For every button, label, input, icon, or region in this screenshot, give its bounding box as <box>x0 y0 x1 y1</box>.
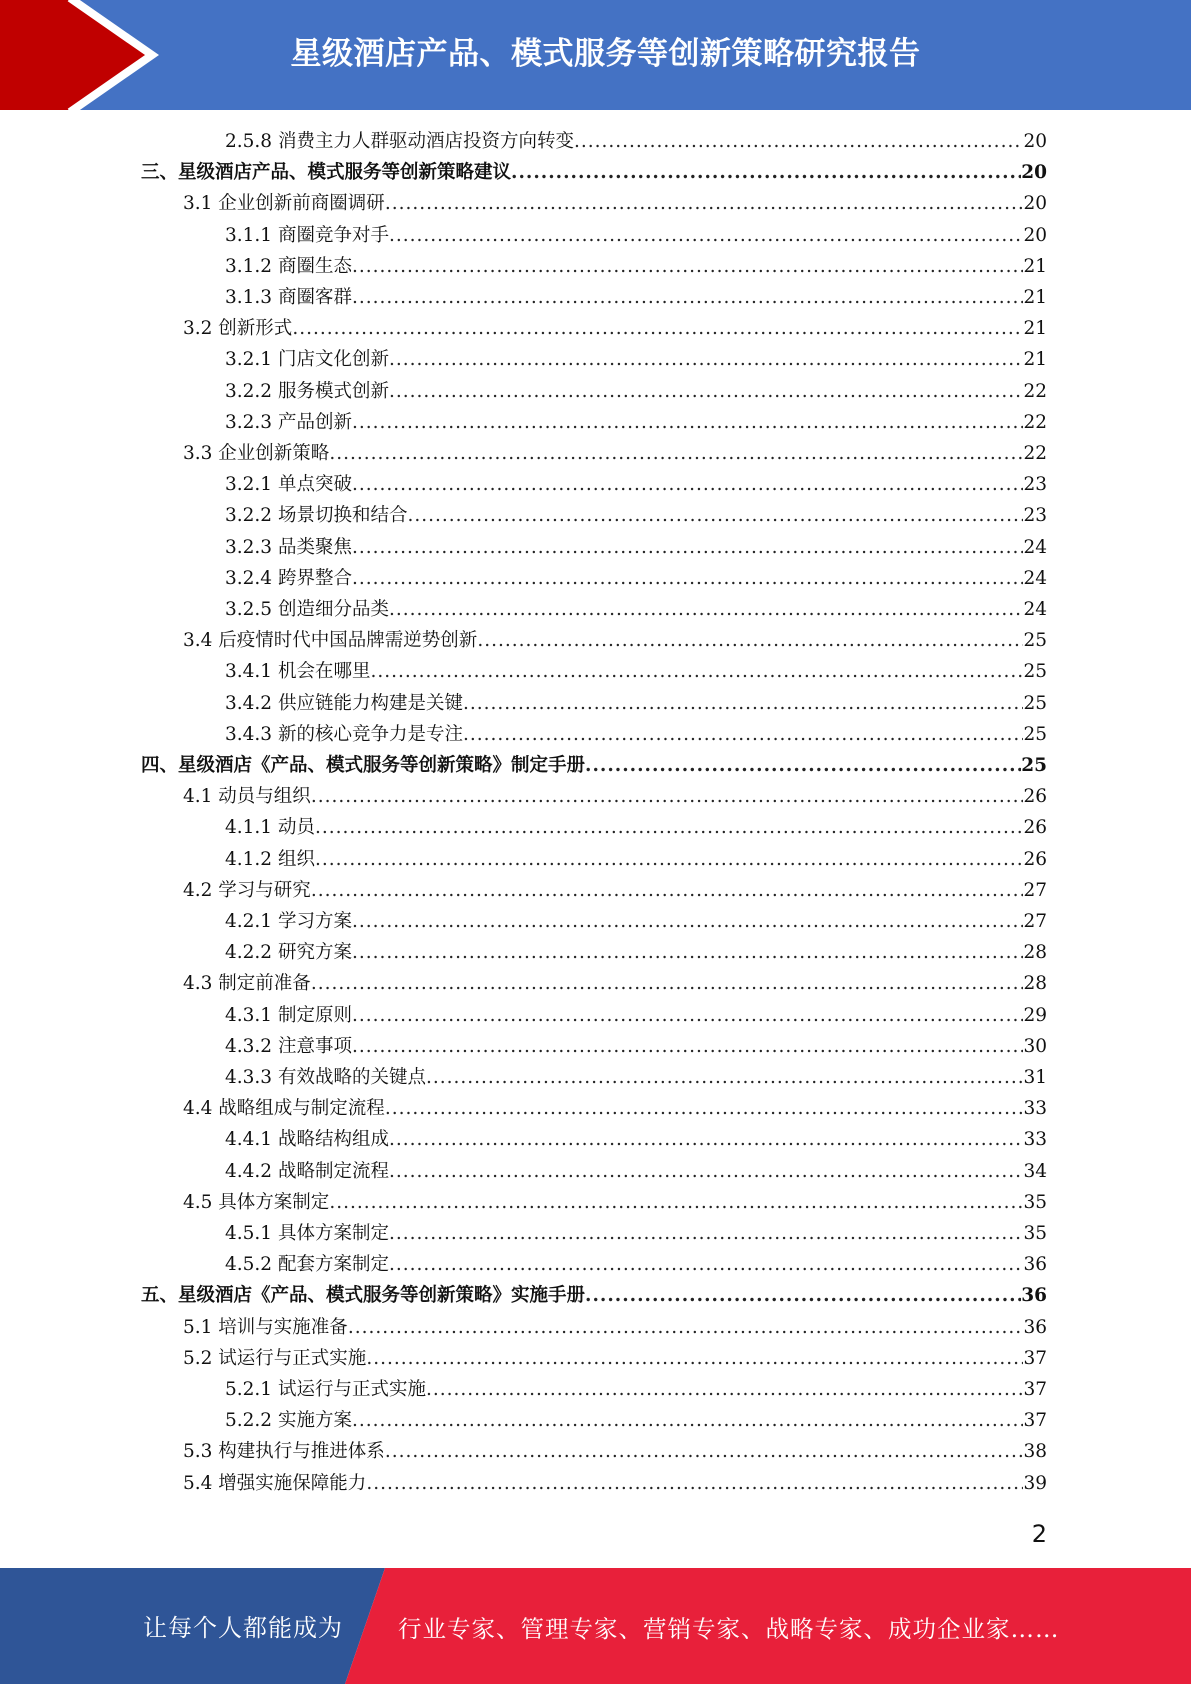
toc-entry[interactable] <box>225 939 1047 967</box>
toc-leader-dots <box>463 690 1023 718</box>
toc-entry[interactable] <box>183 1470 1047 1498</box>
toc-entry[interactable] <box>225 1220 1047 1248</box>
toc-leader-dots <box>585 752 1021 780</box>
toc-page-number: 22 <box>1023 380 1047 402</box>
toc-entry-title: 四、星级酒店《产品、模式服务等创新策略》制定手册 <box>141 755 586 776</box>
toc-page-number: 33 <box>1023 1098 1047 1120</box>
toc-leader-dots <box>574 128 1023 156</box>
toc-page-number: 26 <box>1023 848 1047 870</box>
toc-leader-dots <box>511 159 1021 187</box>
toc-leader-dots <box>585 1282 1021 1310</box>
toc-leader-dots <box>352 284 1024 312</box>
toc-entry-title: 5.4 增强实施保障能力 <box>183 1472 367 1494</box>
toc-entry-title: 3.2.3 产品创新 <box>225 411 352 433</box>
page-header <box>0 0 1191 110</box>
toc-page-number: 28 <box>1023 942 1047 964</box>
toc-page-number: 37 <box>1023 1347 1047 1369</box>
toc-leader-dots <box>352 534 1024 562</box>
toc-page-number: 35 <box>1023 1191 1047 1213</box>
toc-entry[interactable] <box>183 1095 1047 1123</box>
toc-page-number: 36 <box>1021 1285 1047 1307</box>
toc-entry[interactable] <box>183 190 1047 218</box>
toc-entry-title: 3.2 创新形式 <box>183 318 293 340</box>
toc-page-number: 21 <box>1023 255 1047 277</box>
toc-leader-dots <box>329 1189 1023 1217</box>
page-footer <box>0 1568 1191 1684</box>
toc-entry[interactable] <box>225 128 1047 156</box>
toc-leader-dots <box>311 783 1024 811</box>
toc-entry[interactable] <box>183 627 1047 655</box>
toc-entry[interactable] <box>225 346 1047 374</box>
toc-entry-title: 3.4.2 供应链能力构建是关键 <box>225 692 463 714</box>
toc-leader-dots <box>385 1095 1024 1123</box>
toc-leader-dots <box>315 846 1024 874</box>
toc-entry[interactable] <box>225 721 1047 749</box>
toc-page-number: 25 <box>1021 755 1047 776</box>
toc-page-number: 21 <box>1023 349 1047 371</box>
toc-page-number: 22 <box>1023 411 1047 433</box>
toc-leader-dots <box>352 939 1024 967</box>
toc-entry[interactable] <box>225 1376 1047 1404</box>
toc-leader-dots <box>370 658 1023 686</box>
toc-entry-title: 4.5 具体方案制定 <box>183 1191 330 1213</box>
toc-entry[interactable] <box>225 1002 1047 1030</box>
toc-leader-dots <box>389 222 1023 250</box>
toc-entry-title: 3.1.1 商圈竞争对手 <box>225 224 389 246</box>
toc-page-number: 38 <box>1023 1441 1047 1463</box>
toc-page-number: 20 <box>1023 193 1047 215</box>
toc-page-number: 22 <box>1023 443 1047 464</box>
page-number: 2 <box>1031 1520 1047 1548</box>
toc-entry[interactable] <box>225 471 1047 499</box>
toc-entry-title: 4.3 制定前准备 <box>183 973 311 995</box>
toc-entry-title: 3.2.1 单点突破 <box>225 474 352 496</box>
toc-entry[interactable] <box>183 315 1047 343</box>
toc-leader-dots <box>352 1002 1024 1030</box>
toc-page-number: 24 <box>1023 536 1047 558</box>
toc-entry-title: 5.2.1 试运行与正式实施 <box>225 1379 426 1400</box>
toc-leader-dots <box>329 440 1023 468</box>
toc-leader-dots <box>385 1438 1024 1466</box>
toc-page-number: 34 <box>1023 1160 1047 1182</box>
toc-entry[interactable] <box>183 970 1047 998</box>
toc-page-number: 24 <box>1023 599 1047 620</box>
toc-entry[interactable] <box>225 1033 1047 1061</box>
toc-chapter-entry[interactable] <box>141 1282 1047 1310</box>
toc-entry-title: 4.1.2 组织 <box>225 848 315 870</box>
toc-page-number: 36 <box>1023 1254 1047 1276</box>
toc-leader-dots <box>311 877 1024 905</box>
toc-entry[interactable] <box>225 222 1047 250</box>
toc-entry-title: 4.3.3 有效战略的关键点 <box>225 1067 426 1088</box>
toc-leader-dots <box>352 1407 1024 1435</box>
toc-entry-title: 3.2.2 服务模式创新 <box>225 380 389 402</box>
toc-entry-title: 4.3.1 制定原则 <box>225 1004 352 1026</box>
toc-entry-title: 3.2.3 品类聚焦 <box>225 536 352 558</box>
toc-entry[interactable] <box>225 658 1047 686</box>
toc-leader-dots <box>389 1158 1023 1186</box>
toc-entry[interactable] <box>225 502 1047 530</box>
toc-entry[interactable] <box>225 814 1047 842</box>
toc-page-number: 25 <box>1023 630 1047 652</box>
toc-page-number: 20 <box>1023 224 1047 246</box>
toc-entry-title: 4.5.1 具体方案制定 <box>225 1223 389 1244</box>
toc-leader-dots <box>352 253 1024 281</box>
toc-chapter-entry[interactable] <box>141 159 1047 187</box>
toc-entry-title: 4.1 动员与组织 <box>183 786 311 808</box>
toc-entry[interactable] <box>225 1407 1047 1435</box>
toc-entry-title: 3.2.1 门店文化创新 <box>225 349 389 371</box>
toc-entry-title: 5.2.2 实施方案 <box>225 1410 352 1432</box>
toc-entry-title: 4.4.2 战略制定流程 <box>225 1160 389 1182</box>
document-title: 星级酒店产品、模式服务等创新策略研究报告 <box>290 36 921 72</box>
toc-entry-title: 3.1.3 商圈客群 <box>225 287 352 308</box>
toc-page-number: 37 <box>1023 1379 1047 1400</box>
toc-entry[interactable] <box>225 690 1047 718</box>
toc-page-number: 39 <box>1023 1472 1047 1494</box>
toc-entry-title: 3.4.1 机会在哪里 <box>225 661 371 683</box>
toc-entry[interactable] <box>225 846 1047 874</box>
toc-entry-title: 3.2.4 跨界整合 <box>225 567 352 589</box>
toc-chapter-entry[interactable] <box>141 752 1047 780</box>
toc-entry-title: 3.4 后疫情时代中国品牌需逆势创新 <box>183 630 478 652</box>
toc-entry[interactable] <box>183 440 1047 468</box>
toc-entry-title: 3.2.2 场景切换和结合 <box>225 505 408 527</box>
toc-entry[interactable] <box>225 253 1047 281</box>
toc-leader-dots <box>292 315 1023 343</box>
toc-entry-title: 3.1 企业创新前商圈调研 <box>183 193 385 215</box>
toc-page-number: 25 <box>1023 692 1047 714</box>
footer-slogan-left: 让每个人都能成为 <box>143 1614 343 1642</box>
toc-entry-title: 5.1 培训与实施准备 <box>183 1316 348 1338</box>
toc-page-number: 27 <box>1023 911 1047 932</box>
toc-leader-dots <box>311 970 1024 998</box>
toc-entry[interactable] <box>183 1189 1047 1217</box>
toc-leader-dots <box>463 721 1023 749</box>
toc-entry[interactable] <box>225 1251 1047 1279</box>
toc-leader-dots <box>348 1314 1024 1342</box>
toc-entry[interactable] <box>183 1314 1047 1342</box>
toc-page-number: 23 <box>1023 505 1047 527</box>
toc-entry-title: 4.4.1 战略结构组成 <box>225 1129 389 1151</box>
toc-leader-dots <box>426 1376 1023 1404</box>
toc-entry[interactable] <box>225 1126 1047 1154</box>
toc-entry-title: 4.3.2 注意事项 <box>225 1035 352 1057</box>
toc-entry-title: 4.2 学习与研究 <box>183 879 311 901</box>
toc-entry[interactable] <box>225 565 1047 593</box>
toc-entry[interactable] <box>225 534 1047 562</box>
toc-page-number: 27 <box>1023 879 1047 901</box>
toc-entry-title: 3.4.3 新的核心竞争力是专注 <box>225 723 463 745</box>
toc-leader-dots <box>389 378 1023 406</box>
toc-leader-dots <box>389 596 1023 624</box>
toc-leader-dots <box>426 1064 1023 1092</box>
toc-entry[interactable] <box>183 783 1047 811</box>
toc-entry-title: 5.3 构建执行与推进体系 <box>183 1441 385 1463</box>
toc-page-number: 33 <box>1023 1129 1047 1151</box>
toc-entry[interactable] <box>225 596 1047 624</box>
toc-page-number: 25 <box>1023 661 1047 683</box>
toc-leader-dots <box>366 1470 1023 1498</box>
toc-entry-title: 3.2.5 创造细分品类 <box>225 599 389 620</box>
toc-entry-title: 4.1.1 动员 <box>225 817 315 839</box>
toc-entry-title: 5.2 试运行与正式实施 <box>183 1347 367 1369</box>
toc-entry[interactable] <box>183 1438 1047 1466</box>
toc-page-number: 30 <box>1023 1035 1047 1057</box>
toc-entry-title: 4.2.2 研究方案 <box>225 942 352 964</box>
toc-page-number: 20 <box>1021 162 1047 184</box>
toc-page-number: 26 <box>1023 786 1047 808</box>
toc-leader-dots <box>407 502 1023 530</box>
toc-leader-dots <box>477 627 1023 655</box>
toc-page-number: 21 <box>1023 318 1047 340</box>
toc-entry[interactable] <box>225 409 1047 437</box>
toc-leader-dots <box>389 346 1023 374</box>
toc-page-number: 21 <box>1023 287 1047 308</box>
toc-entry[interactable] <box>225 908 1047 936</box>
toc-entry-title: 4.2.1 学习方案 <box>225 911 352 932</box>
toc-page-number: 24 <box>1023 567 1047 589</box>
toc-entry[interactable] <box>225 378 1047 406</box>
toc-entry-title: 2.5.8 消费主力人群驱动酒店投资方向转变 <box>225 131 574 152</box>
toc-entry-title: 4.5.2 配套方案制定 <box>225 1254 389 1276</box>
toc-page-number: 26 <box>1023 817 1047 839</box>
toc-entry[interactable] <box>183 877 1047 905</box>
toc-page-number: 31 <box>1023 1067 1047 1088</box>
toc-leader-dots <box>389 1251 1023 1279</box>
toc-leader-dots <box>352 565 1024 593</box>
toc-leader-dots <box>366 1345 1023 1373</box>
toc-page-number: 25 <box>1023 723 1047 745</box>
toc-leader-dots <box>352 1033 1024 1061</box>
toc-leader-dots <box>352 409 1024 437</box>
toc-entry-title: 4.4 战略组成与制定流程 <box>183 1098 385 1120</box>
toc-leader-dots <box>389 1220 1023 1248</box>
toc-page-number: 28 <box>1023 973 1047 995</box>
toc-entry-title: 三、星级酒店产品、模式服务等创新策略建议 <box>141 162 512 184</box>
toc-leader-dots <box>385 190 1024 218</box>
toc-entry-title: 五、星级酒店《产品、模式服务等创新策略》实施手册 <box>141 1285 586 1307</box>
toc-entry-title: 3.3 企业创新策略 <box>183 443 330 464</box>
toc-page-number: 20 <box>1023 131 1047 152</box>
toc-entry[interactable] <box>183 1345 1047 1373</box>
toc-leader-dots <box>389 1126 1023 1154</box>
toc-page-number: 35 <box>1023 1223 1047 1244</box>
toc-page-number: 37 <box>1023 1410 1047 1432</box>
toc-leader-dots <box>352 908 1024 936</box>
toc-entry-title: 3.1.2 商圈生态 <box>225 255 352 277</box>
toc-page-number: 29 <box>1023 1004 1047 1026</box>
toc-page-number: 36 <box>1023 1316 1047 1338</box>
footer-slogan-right: 行业专家、管理专家、营销专家、战略专家、成功企业家…… <box>398 1615 1060 1643</box>
toc-entry[interactable] <box>225 1064 1047 1092</box>
toc-entry[interactable] <box>225 284 1047 312</box>
toc-leader-dots <box>315 814 1024 842</box>
toc-leader-dots <box>352 471 1024 499</box>
toc-page-number: 23 <box>1023 474 1047 496</box>
toc-entry[interactable] <box>225 1158 1047 1186</box>
